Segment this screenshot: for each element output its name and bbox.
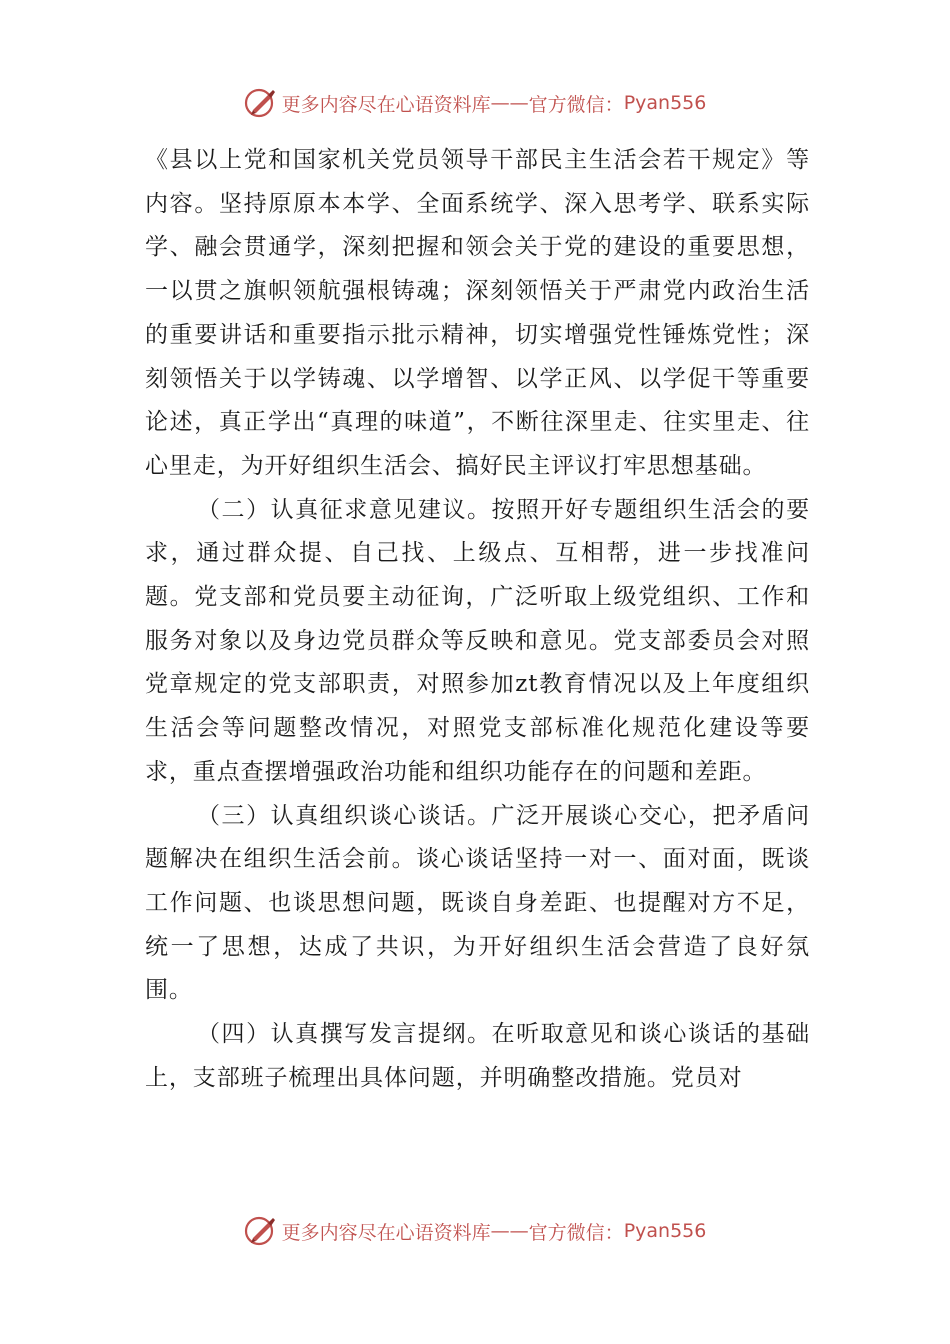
- header-watermark: [0, 83, 950, 123]
- paragraph-section-4: （四）认真撰写发言提纲。在听取意见和谈心谈话的基础上，支部班子梳理出具体问题，并明确整改措施。党员对: [145, 1021, 810, 1091]
- watermark-contact-id: Pyan556: [623, 92, 707, 114]
- watermark-contact-id: Pyan556: [623, 1220, 707, 1242]
- paragraph-section-2: （二）认真征求意见建议。按照开好专题组织生活会的要求，通过群众提、自己找、上级点、互相帮，进一步找准问题。党支部和党员要主动征询，广泛听取上级党组织、工作和服务对象以及身边党员群众等反映和意见。党支部委员会对照党章规定的党支部职责，对照参加zt教育情况以及上年度组织生活会等问题整改情况，对照党支部标准化规范化建设等要求，重点查摆增强政治功能和组织功能存在的问题和差距。: [145, 496, 810, 785]
- pen-logo-icon: [244, 1214, 278, 1248]
- watermark-text: 更多内容尽在心语资料库: [281, 1221, 491, 1244]
- watermark-text: 更多内容尽在心语资料库: [281, 93, 491, 116]
- document-body: [145, 139, 810, 1100]
- pen-logo-icon: [244, 86, 278, 120]
- watermark-separator: ——: [490, 1220, 529, 1242]
- paragraph-section-3: （三）认真组织谈心谈话。广泛开展谈心交心，把矛盾问题解决在组织生活会前。谈心谈话坚持一对一、面对面，既谈工作问题、也谈思想问题，既谈自身差距、也提醒对方不足，统一了思想，达成了共识，为开好组织生活会营造了良好氛围。: [145, 802, 810, 1004]
- watermark-contact-label: 官方微信：: [528, 93, 624, 116]
- watermark-contact-label: 官方微信：: [528, 1221, 624, 1244]
- paragraph-continued: 《县以上党和国家机关党员领导干部民主生活会若干规定》等内容。坚持原原本本学、全面系统学、深入思考学、联系实际学、融会贯通学，深刻把握和领会关于党的建设的重要思想，一以贯之旗帜领航强根铸魂；深刻领悟关于严肃党内政治生活的重要讲话和重要指示批示精神，切实增强党性锤炼党性；深刻领悟关于以学铸魂、以学增智、以学正风、以学促干等重要论述，真正学出“真理的味道”，不断往深里走、往实里走、往心里走，为开好组织生活会、搞好民主评议打牢思想基础。: [145, 147, 810, 479]
- footer-watermark: [0, 1211, 950, 1251]
- watermark-separator: ——: [490, 92, 529, 114]
